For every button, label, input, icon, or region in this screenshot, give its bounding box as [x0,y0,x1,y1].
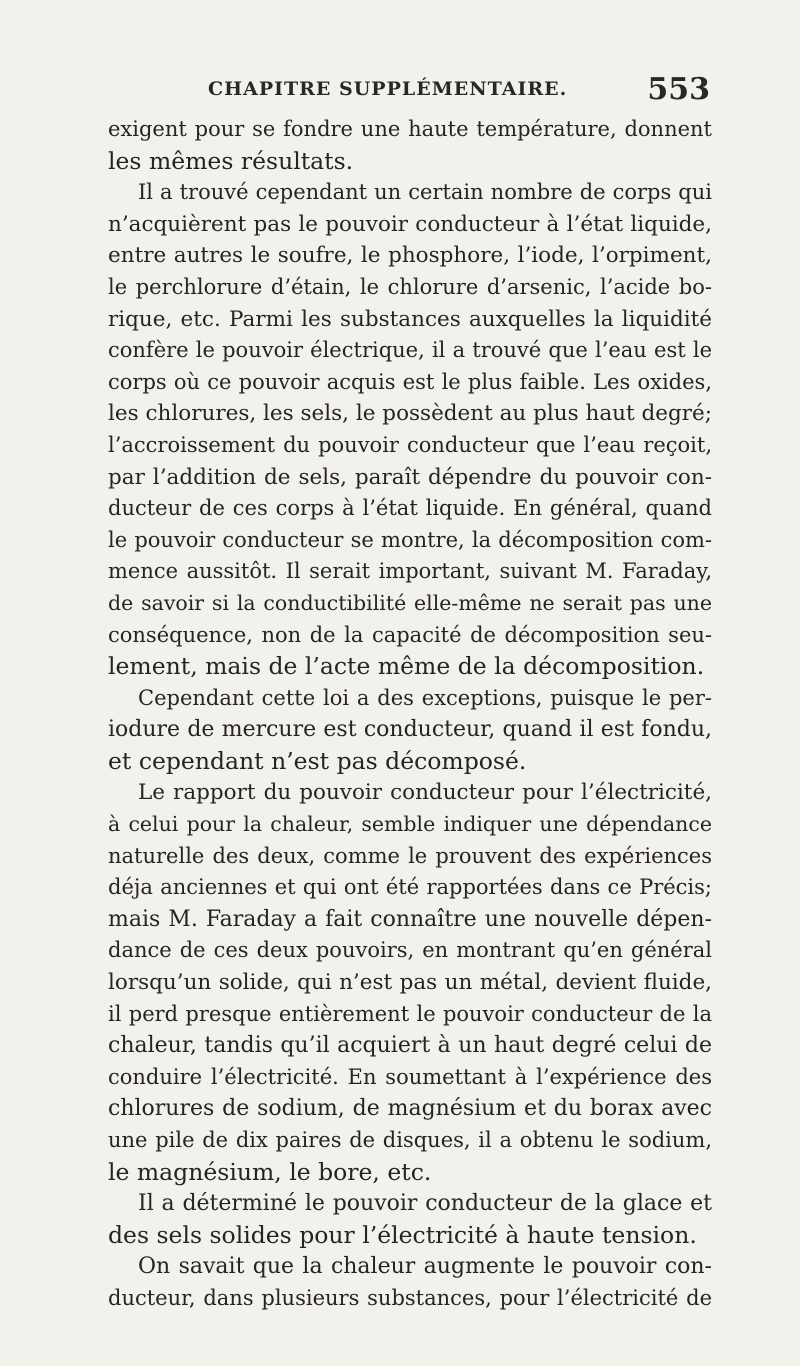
text-line: déja anciennes et qui ont été rapportées dans ce Précis; [108,875,712,900]
text-line: chaleur, tandis qu’il acquiert à un haut degré celui de [108,1033,712,1059]
text-line: conduire l’électricité. En soumettant à l’expérience des [108,1064,712,1089]
text-line: Le rapport du pouvoir conducteur pour l’électricité, [138,780,712,806]
text-line: conséquence, non de la capacité de décomposition seu- [108,622,712,647]
text-line: iodure de mercure est conducteur, quand il est fondu, [108,717,712,743]
text-line: entre autres le soufre, le phosphore, l’iode, l’orpiment, [108,243,712,269]
page-number: 553 [647,72,710,107]
text-line: l’accroissement du pouvoir conducteur que l’eau reçoit, [108,432,712,457]
text-line: dance de ces deux pouvoirs, en montrant qu’en général [108,938,712,963]
text-line: confère le pouvoir électrique, il a trouvé que l’eau est le [108,338,712,363]
text-line: Il a trouvé cependant un certain nombre de corps qui [138,180,712,205]
text-line: lement, mais de l’acte même de la décomposition. [108,652,705,681]
running-title: CHAPITRE SUPPLÉMENTAIRE. [208,78,568,100]
text-line: par l’addition de sels, paraît dépendre du pouvoir con- [108,464,712,490]
text-line: le pouvoir conducteur se montre, la décomposition com- [108,527,712,552]
text-line: naturelle des deux, comme le prouvent des expériences [108,843,712,868]
text-line: à celui pour la chaleur, semble indiquer une dépendance [108,812,712,837]
text-line: lorsqu’un solide, qui n’est pas un métal, devient fluide, [108,970,712,996]
text-line: il perd presque entièrement le pouvoir conducteur de la [108,1001,712,1026]
text-line: mence aussitôt. Il serait important, suivant M. Faraday, [108,559,712,584]
body-text [108,114,712,1315]
text-line: le magnésium, le bore, etc. [108,1157,432,1186]
text-line: chlorures de sodium, de magnésium et du borax avec [108,1096,712,1122]
text-line: les mêmes résultats. [108,146,354,175]
text-line: des sels solides pour l’électricité à haute tension. [108,1220,697,1249]
text-line: rique, etc. Parmi les substances auxquelles la liquidité [108,306,712,332]
text-line: de savoir si la conductibilité elle-même ne serait pas une [108,590,712,615]
text-line: une pile de dix paires de disques, il a obtenu le sodium, [108,1128,712,1152]
text-line: le perchlorure d’étain, le chlorure d’arsenic, l’acide bo- [108,274,712,299]
text-line: Il a déterminé le pouvoir conducteur de la glace et [138,1191,712,1217]
text-line: mais M. Faraday a fait connaître une nouvelle dépen- [108,906,712,932]
text-line: ducteur, dans plusieurs substances, pour l’électricité de [108,1285,712,1310]
text-line: corps où ce pouvoir acquis est le plus faible. Les oxides, [108,369,712,394]
text-line: On savait que la chaleur augmente le pouvoir con- [138,1254,712,1280]
text-line: les chlorures, les sels, le possèdent au plus haut degré; [108,401,712,427]
text-line: n’acquièrent pas le pouvoir conducteur à l’état liquide, [108,211,712,237]
text-line: ducteur de ces corps à l’état liquide. En général, quand [108,496,712,521]
text-line: Cependant cette loi a des exceptions, puisque le per- [138,685,712,710]
page-header [108,72,710,108]
text-line: et cependant n’est pas décomposé. [108,746,527,775]
text-line: exigent pour se fondre une haute température, donnent [108,117,712,141]
